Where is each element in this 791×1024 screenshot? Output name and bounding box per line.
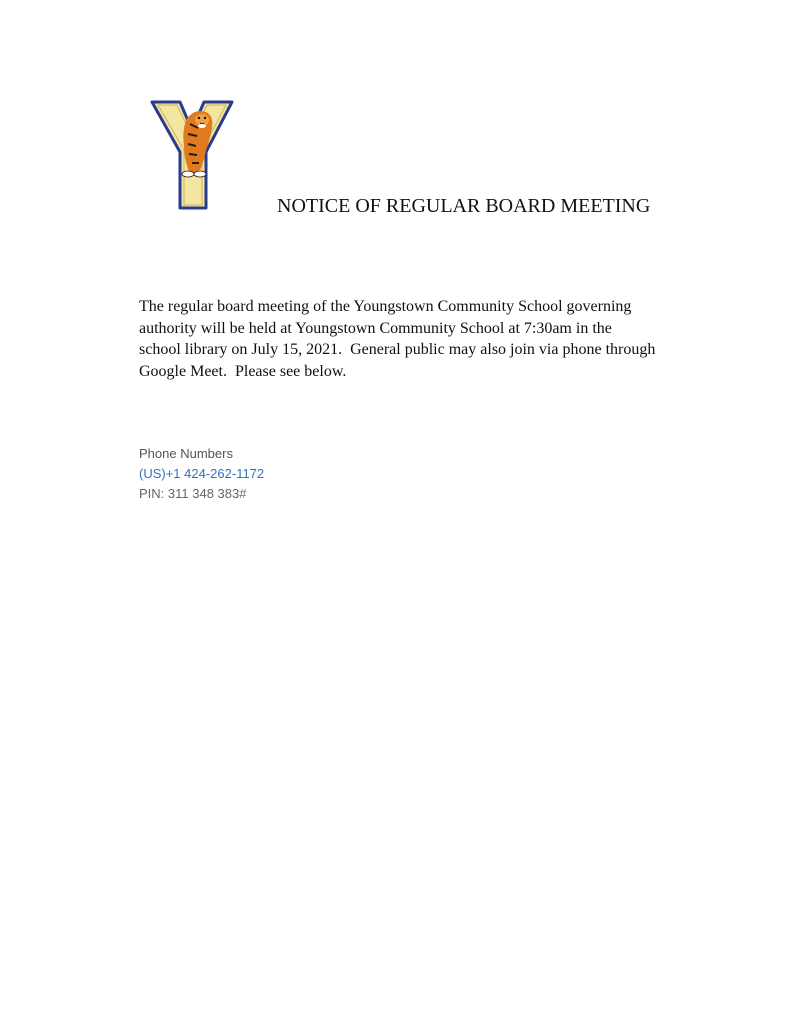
body-line: school library on July 15, 2021. General public may also join via phone through xyxy=(139,341,656,358)
phone-pin: PIN: 311 348 383# xyxy=(139,486,247,501)
body-line: Google Meet. Please see below. xyxy=(139,362,347,380)
body-line: The regular board meeting of the Youngstown Community School governing xyxy=(139,298,632,315)
page-title: NOTICE OF REGULAR BOARD MEETING xyxy=(277,195,651,217)
phone-number-link[interactable]: (US)+1 424-262-1172 xyxy=(139,466,265,481)
body-line: authority will be held at Youngstown Community School at 7:30am in the xyxy=(139,319,612,337)
tiger-y-logo-icon xyxy=(150,100,234,214)
phone-info xyxy=(139,444,264,504)
phone-numbers-label: Phone Numbers xyxy=(139,446,233,461)
meeting-notice-body xyxy=(139,296,699,382)
